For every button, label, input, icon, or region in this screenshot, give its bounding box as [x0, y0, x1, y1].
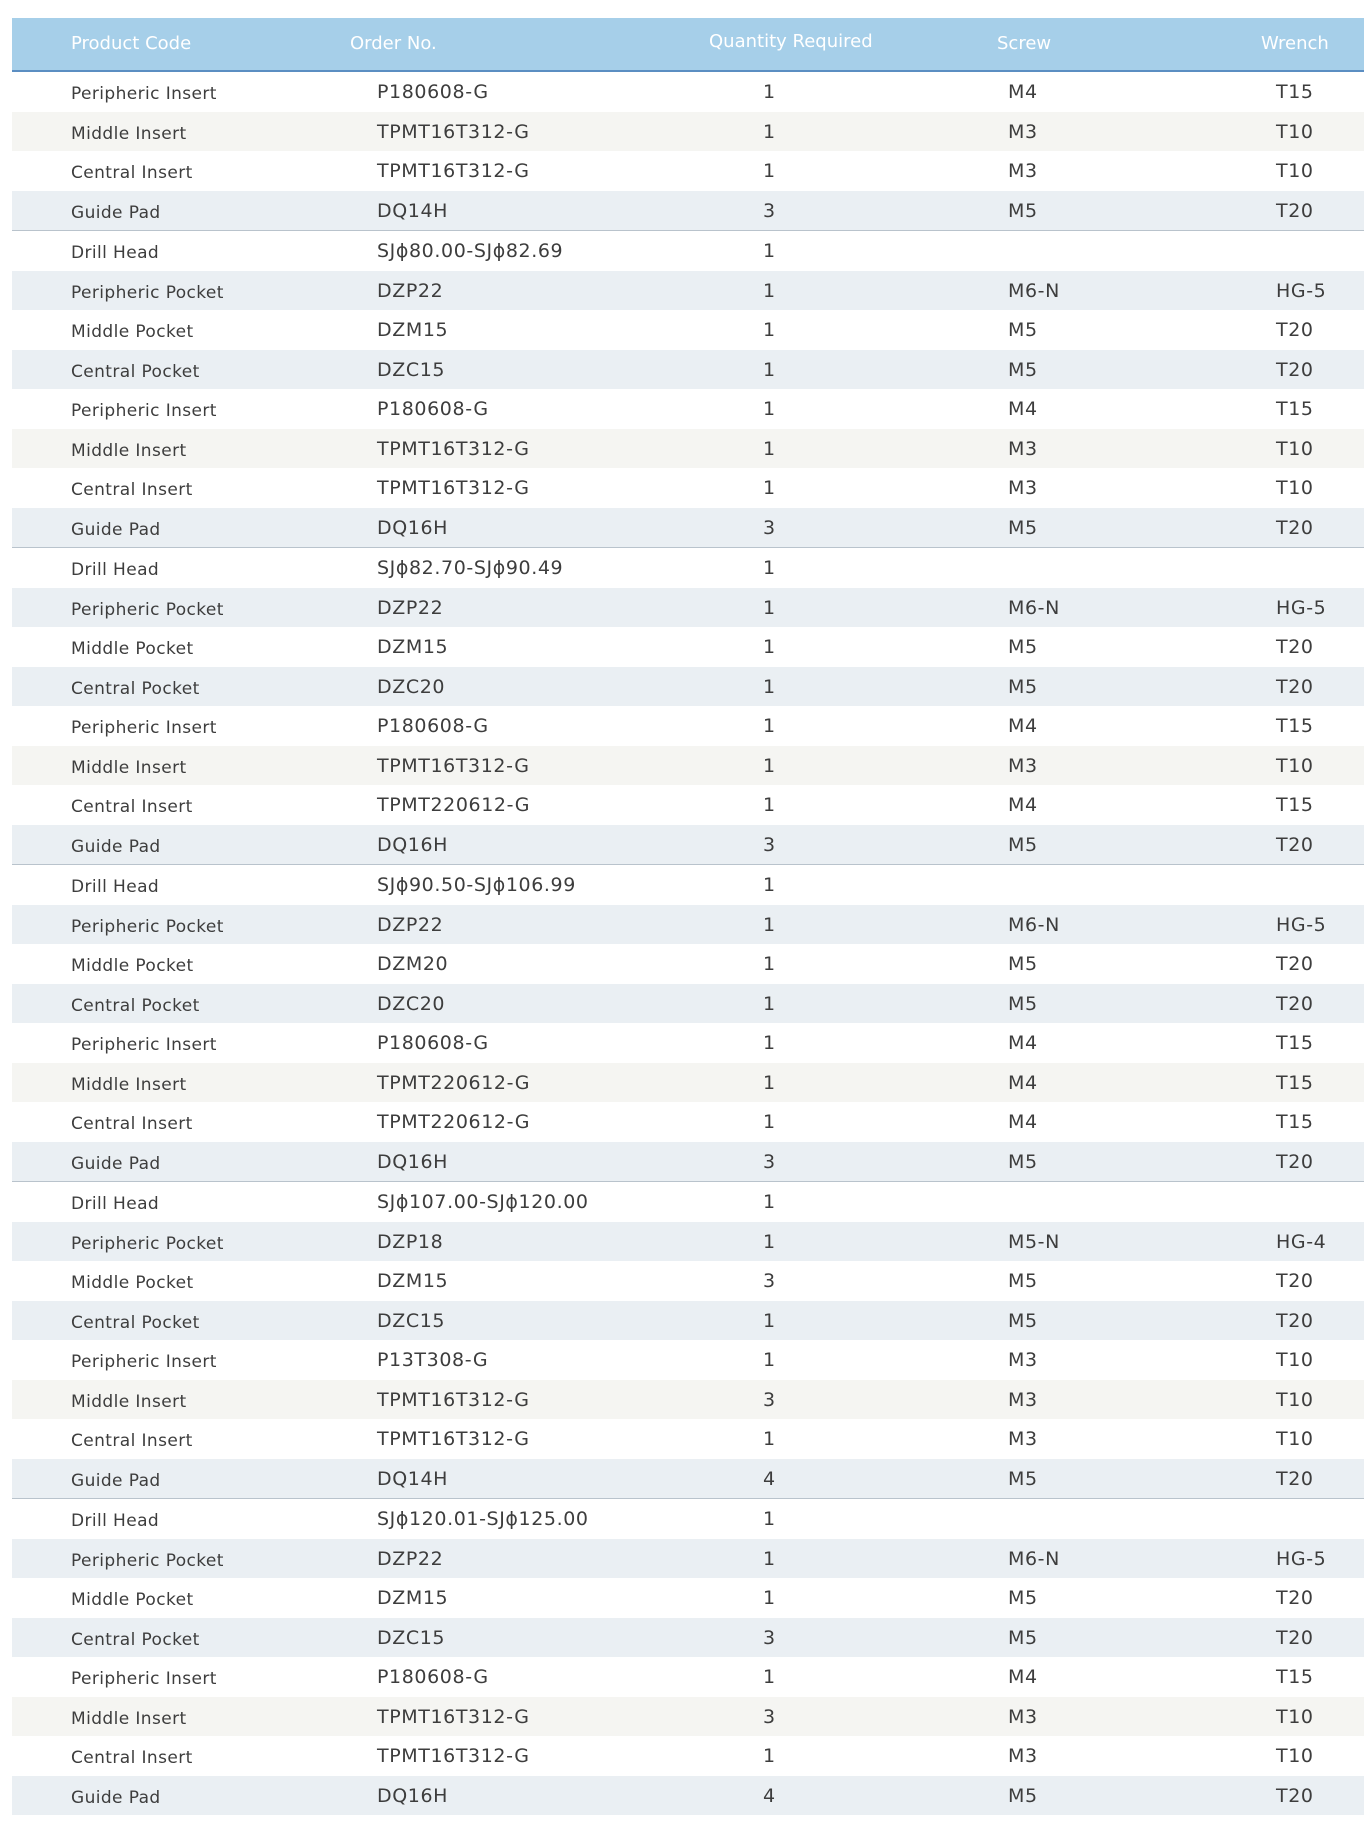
cell-wrench: T15 [1276, 1666, 1314, 1688]
cell-quantity: 1 [762, 596, 776, 619]
cell-order-no: TPMT16T312-G [377, 1705, 530, 1728]
cell-screw: M5 [1008, 675, 1038, 698]
cell-quantity: 3 [762, 516, 776, 539]
table-row [12, 667, 1364, 707]
cell-screw: M5 [1008, 636, 1038, 658]
cell-screw: M3 [1008, 437, 1038, 460]
table-row [12, 72, 1364, 112]
cell-screw: M6-N [1008, 596, 1060, 619]
cell-wrench: T15 [1276, 1071, 1314, 1094]
cell-product-code: Central Pocket [71, 995, 200, 1016]
cell-order-no: DZP22 [377, 596, 444, 619]
table-row [12, 1063, 1364, 1103]
table-row [12, 1419, 1364, 1459]
cell-order-no: DZC20 [377, 675, 446, 698]
cell-quantity: 1 [762, 1587, 776, 1609]
header-wrench: Wrench [1261, 33, 1329, 54]
table-row [12, 588, 1364, 628]
cell-product-code: Central Insert [71, 797, 193, 817]
cell-wrench: T10 [1276, 120, 1314, 143]
cell-order-no: P180608-G [377, 398, 489, 420]
cell-quantity: 1 [762, 358, 776, 381]
cell-screw: M6-N [1008, 913, 1060, 936]
table-row [12, 1340, 1364, 1380]
table-row [12, 429, 1364, 469]
cell-order-no: DZM15 [377, 1270, 449, 1292]
cell-product-code: Peripheric Insert [71, 1669, 217, 1689]
cell-screw: M3 [1008, 1349, 1038, 1371]
cell-order-no: DZP22 [377, 1547, 444, 1570]
cell-product-code: Middle Pocket [71, 1273, 194, 1293]
table-row [12, 1498, 1364, 1539]
cell-wrench: T10 [1276, 1705, 1314, 1728]
cell-wrench: HG-5 [1276, 596, 1327, 619]
cell-wrench: T20 [1276, 1467, 1314, 1490]
cell-order-no: TPMT220612-G [377, 794, 531, 816]
table-row [12, 1459, 1364, 1499]
cell-quantity: 1 [762, 1111, 776, 1133]
table-row [12, 1539, 1364, 1579]
cell-wrench: T10 [1276, 437, 1314, 460]
header-quantity-required: Quantity Required [709, 31, 873, 52]
cell-order-no: TPMT220612-G [377, 1111, 531, 1133]
cell-screw: M3 [1008, 160, 1038, 182]
cell-order-no: TPMT16T312-G [377, 160, 530, 182]
cell-product-code: Peripheric Pocket [71, 1233, 224, 1254]
cell-wrench: HG-5 [1276, 913, 1327, 936]
cell-screw: M5 [1008, 1150, 1038, 1173]
cell-order-no: DQ14H [377, 1467, 449, 1490]
cell-order-no: DQ16H [377, 1784, 449, 1807]
cell-wrench: T15 [1276, 398, 1314, 420]
cell-screw: M3 [1008, 1428, 1038, 1450]
cell-quantity: 1 [762, 81, 776, 103]
cell-quantity: 1 [762, 1230, 776, 1253]
table-row [12, 1181, 1364, 1222]
parts-table [12, 18, 1364, 1815]
cell-screw: M5 [1008, 953, 1038, 975]
cell-screw: M3 [1008, 1388, 1038, 1411]
cell-order-no: DQ16H [377, 1150, 449, 1173]
cell-product-code: Peripheric Pocket [71, 599, 224, 620]
cell-quantity: 1 [762, 715, 776, 737]
cell-quantity: 1 [762, 1032, 776, 1054]
cell-product-code: Peripheric Insert [71, 84, 217, 104]
cell-product-code: Drill Head [71, 560, 160, 580]
cell-screw: M5 [1008, 1784, 1038, 1807]
cell-product-code: Drill Head [71, 877, 160, 897]
cell-product-code: Central Insert [71, 1431, 193, 1451]
cell-screw: M5 [1008, 319, 1038, 341]
cell-product-code: Peripheric Pocket [71, 916, 224, 937]
cell-quantity: 3 [762, 1626, 776, 1649]
cell-order-no: DZP18 [377, 1230, 444, 1253]
cell-wrench: T10 [1276, 754, 1314, 777]
cell-product-code: Middle Insert [71, 1708, 187, 1729]
table-row [12, 1142, 1364, 1182]
table-body [12, 72, 1364, 1815]
table-row [12, 627, 1364, 667]
cell-wrench: HG-5 [1276, 279, 1327, 302]
cell-screw: M6-N [1008, 1547, 1060, 1570]
cell-product-code: Peripheric Insert [71, 1035, 217, 1055]
cell-screw: M5-N [1008, 1230, 1060, 1253]
cell-order-no: SJϕ120.01-SJϕ125.00 [377, 1508, 589, 1530]
cell-product-code: Middle Pocket [71, 956, 194, 976]
cell-product-code: Middle Insert [71, 1391, 187, 1412]
cell-screw: M5 [1008, 1587, 1038, 1609]
cell-quantity: 4 [762, 1467, 776, 1490]
cell-quantity: 1 [762, 557, 776, 579]
cell-quantity: 1 [762, 992, 776, 1015]
cell-product-code: Guide Pad [71, 1787, 161, 1808]
cell-quantity: 1 [762, 1508, 776, 1530]
cell-quantity: 1 [762, 1666, 776, 1688]
cell-product-code: Middle Insert [71, 1074, 187, 1095]
cell-screw: M3 [1008, 1745, 1038, 1767]
cell-product-code: Guide Pad [71, 519, 161, 540]
cell-order-no: DZP22 [377, 279, 444, 302]
cell-quantity: 3 [762, 199, 776, 222]
cell-product-code: Central Pocket [71, 1312, 200, 1333]
cell-quantity: 1 [762, 120, 776, 143]
cell-quantity: 1 [762, 1191, 776, 1213]
table-row [12, 310, 1364, 350]
cell-wrench: T10 [1276, 1428, 1314, 1450]
cell-wrench: T20 [1276, 1587, 1314, 1609]
cell-wrench: T20 [1276, 319, 1314, 341]
cell-product-code: Central Insert [71, 1748, 193, 1768]
cell-quantity: 1 [762, 398, 776, 420]
cell-order-no: TPMT220612-G [377, 1071, 531, 1094]
cell-wrench: HG-4 [1276, 1230, 1327, 1253]
cell-product-code: Central Insert [71, 480, 193, 500]
cell-product-code: Guide Pad [71, 1153, 161, 1174]
cell-quantity: 1 [762, 675, 776, 698]
cell-order-no: TPMT16T312-G [377, 477, 530, 499]
table-row [12, 1578, 1364, 1618]
cell-wrench: T10 [1276, 1745, 1314, 1767]
cell-order-no: DZC15 [377, 1309, 446, 1332]
table-row [12, 984, 1364, 1024]
cell-product-code: Peripheric Insert [71, 1352, 217, 1372]
cell-wrench: T20 [1276, 358, 1314, 381]
table-row [12, 1301, 1364, 1341]
cell-wrench: T20 [1276, 953, 1314, 975]
cell-quantity: 1 [762, 1428, 776, 1450]
cell-order-no: TPMT16T312-G [377, 1745, 530, 1767]
cell-order-no: P180608-G [377, 1032, 489, 1054]
cell-order-no: P180608-G [377, 715, 489, 737]
table-row [12, 1657, 1364, 1697]
cell-product-code: Middle Insert [71, 440, 187, 461]
cell-wrench: T10 [1276, 160, 1314, 182]
cell-order-no: DQ16H [377, 516, 449, 539]
cell-product-code: Middle Pocket [71, 639, 194, 659]
cell-screw: M5 [1008, 833, 1038, 856]
cell-quantity: 1 [762, 1309, 776, 1332]
cell-product-code: Central Insert [71, 1114, 193, 1134]
cell-product-code: Peripheric Pocket [71, 1550, 224, 1571]
cell-wrench: T20 [1276, 199, 1314, 222]
table-row [12, 468, 1364, 508]
table-row [12, 547, 1364, 588]
cell-quantity: 3 [762, 833, 776, 856]
table-row [12, 271, 1364, 311]
cell-wrench: T20 [1276, 636, 1314, 658]
cell-product-code: Peripheric Pocket [71, 282, 224, 303]
cell-wrench: T15 [1276, 1032, 1314, 1054]
cell-wrench: T15 [1276, 81, 1314, 103]
cell-quantity: 1 [762, 319, 776, 341]
table-row [12, 944, 1364, 984]
cell-quantity: 1 [762, 279, 776, 302]
cell-order-no: TPMT16T312-G [377, 1388, 530, 1411]
cell-screw: M3 [1008, 120, 1038, 143]
cell-product-code: Drill Head [71, 243, 160, 263]
cell-order-no: TPMT16T312-G [377, 437, 530, 460]
cell-wrench: T15 [1276, 715, 1314, 737]
cell-product-code: Peripheric Insert [71, 401, 217, 421]
cell-product-code: Central Pocket [71, 361, 200, 382]
cell-wrench: T20 [1276, 675, 1314, 698]
cell-order-no: DQ14H [377, 199, 449, 222]
table-row [12, 1222, 1364, 1262]
cell-wrench: T20 [1276, 1309, 1314, 1332]
cell-product-code: Middle Insert [71, 123, 187, 144]
cell-product-code: Middle Insert [71, 757, 187, 778]
table-row [12, 1736, 1364, 1776]
header-order-no: Order No. [350, 33, 437, 54]
table-row [12, 1102, 1364, 1142]
table-row [12, 1023, 1364, 1063]
cell-order-no: SJϕ107.00-SJϕ120.00 [377, 1191, 589, 1213]
table-row [12, 1380, 1364, 1420]
table-row [12, 706, 1364, 746]
cell-product-code: Central Insert [71, 163, 193, 183]
cell-product-code: Central Pocket [71, 678, 200, 699]
cell-order-no: DZM15 [377, 319, 449, 341]
cell-quantity: 1 [762, 240, 776, 262]
cell-quantity: 3 [762, 1150, 776, 1173]
table-row [12, 825, 1364, 865]
cell-quantity: 1 [762, 953, 776, 975]
cell-screw: M4 [1008, 1071, 1038, 1094]
header-product-code: Product Code [71, 33, 192, 54]
header-screw: Screw [997, 33, 1052, 54]
table-row [12, 1776, 1364, 1816]
cell-wrench: T20 [1276, 1150, 1314, 1173]
cell-quantity: 1 [762, 1547, 776, 1570]
cell-screw: M4 [1008, 398, 1038, 420]
cell-quantity: 1 [762, 636, 776, 658]
cell-screw: M6-N [1008, 279, 1060, 302]
cell-quantity: 1 [762, 794, 776, 816]
cell-order-no: DZM15 [377, 1587, 449, 1609]
table-row [12, 746, 1364, 786]
cell-order-no: DZC20 [377, 992, 446, 1015]
cell-quantity: 1 [762, 1349, 776, 1371]
cell-order-no: DZM20 [377, 953, 449, 975]
table-row [12, 112, 1364, 152]
cell-product-code: Middle Pocket [71, 322, 194, 342]
table-row [12, 350, 1364, 390]
cell-product-code: Drill Head [71, 1511, 160, 1531]
table-row [12, 864, 1364, 905]
table-row [12, 151, 1364, 191]
cell-quantity: 1 [762, 1071, 776, 1094]
cell-product-code: Peripheric Insert [71, 718, 217, 738]
cell-order-no: SJϕ90.50-SJϕ106.99 [377, 874, 576, 896]
table-row [12, 508, 1364, 548]
cell-product-code: Guide Pad [71, 202, 161, 223]
cell-order-no: P13T308-G [377, 1349, 489, 1371]
cell-quantity: 1 [762, 913, 776, 936]
cell-wrench: T10 [1276, 1349, 1314, 1371]
cell-quantity: 1 [762, 1745, 776, 1767]
cell-product-code: Middle Pocket [71, 1590, 194, 1610]
cell-quantity: 3 [762, 1388, 776, 1411]
cell-quantity: 1 [762, 874, 776, 896]
cell-quantity: 3 [762, 1705, 776, 1728]
cell-wrench: T15 [1276, 794, 1314, 816]
table-row [12, 1261, 1364, 1301]
cell-order-no: DZP22 [377, 913, 444, 936]
table-row [12, 905, 1364, 945]
cell-screw: M4 [1008, 794, 1038, 816]
cell-quantity: 3 [762, 1270, 776, 1292]
cell-order-no: TPMT16T312-G [377, 1428, 530, 1450]
cell-quantity: 1 [762, 160, 776, 182]
cell-screw: M4 [1008, 1666, 1038, 1688]
cell-wrench: HG-5 [1276, 1547, 1327, 1570]
cell-wrench: T20 [1276, 1270, 1314, 1292]
cell-screw: M4 [1008, 1032, 1038, 1054]
table-row [12, 1697, 1364, 1737]
cell-screw: M4 [1008, 81, 1038, 103]
table-row [12, 785, 1364, 825]
cell-screw: M5 [1008, 992, 1038, 1015]
cell-product-code: Guide Pad [71, 836, 161, 857]
cell-screw: M5 [1008, 358, 1038, 381]
cell-wrench: T10 [1276, 477, 1314, 499]
cell-order-no: DZM15 [377, 636, 449, 658]
cell-screw: M5 [1008, 1467, 1038, 1490]
cell-wrench: T20 [1276, 1626, 1314, 1649]
cell-quantity: 4 [762, 1784, 776, 1807]
cell-wrench: T10 [1276, 1388, 1314, 1411]
cell-order-no: DQ16H [377, 833, 449, 856]
cell-order-no: DZC15 [377, 1626, 446, 1649]
cell-screw: M4 [1008, 715, 1038, 737]
cell-screw: M3 [1008, 477, 1038, 499]
cell-order-no: P180608-G [377, 1666, 489, 1688]
cell-screw: M5 [1008, 199, 1038, 222]
cell-screw: M5 [1008, 1626, 1038, 1649]
cell-quantity: 1 [762, 477, 776, 499]
table-header [12, 18, 1364, 72]
cell-wrench: T20 [1276, 833, 1314, 856]
cell-screw: M3 [1008, 1705, 1038, 1728]
table-row [12, 389, 1364, 429]
cell-wrench: T20 [1276, 516, 1314, 539]
cell-screw: M5 [1008, 1270, 1038, 1292]
cell-screw: M3 [1008, 754, 1038, 777]
cell-wrench: T20 [1276, 1784, 1314, 1807]
cell-product-code: Guide Pad [71, 1470, 161, 1491]
cell-screw: M5 [1008, 1309, 1038, 1332]
cell-screw: M4 [1008, 1111, 1038, 1133]
cell-screw: M5 [1008, 516, 1038, 539]
table-row [12, 1618, 1364, 1658]
table-row [12, 191, 1364, 231]
cell-quantity: 1 [762, 754, 776, 777]
cell-product-code: Central Pocket [71, 1629, 200, 1650]
cell-order-no: P180608-G [377, 81, 489, 103]
cell-product-code: Drill Head [71, 1194, 160, 1214]
table-row [12, 230, 1364, 271]
cell-order-no: SJϕ80.00-SJϕ82.69 [377, 240, 564, 262]
cell-wrench: T20 [1276, 992, 1314, 1015]
cell-wrench: T15 [1276, 1111, 1314, 1133]
cell-order-no: DZC15 [377, 358, 446, 381]
cell-order-no: SJϕ82.70-SJϕ90.49 [377, 557, 564, 579]
cell-order-no: TPMT16T312-G [377, 120, 530, 143]
cell-quantity: 1 [762, 437, 776, 460]
cell-order-no: TPMT16T312-G [377, 754, 530, 777]
